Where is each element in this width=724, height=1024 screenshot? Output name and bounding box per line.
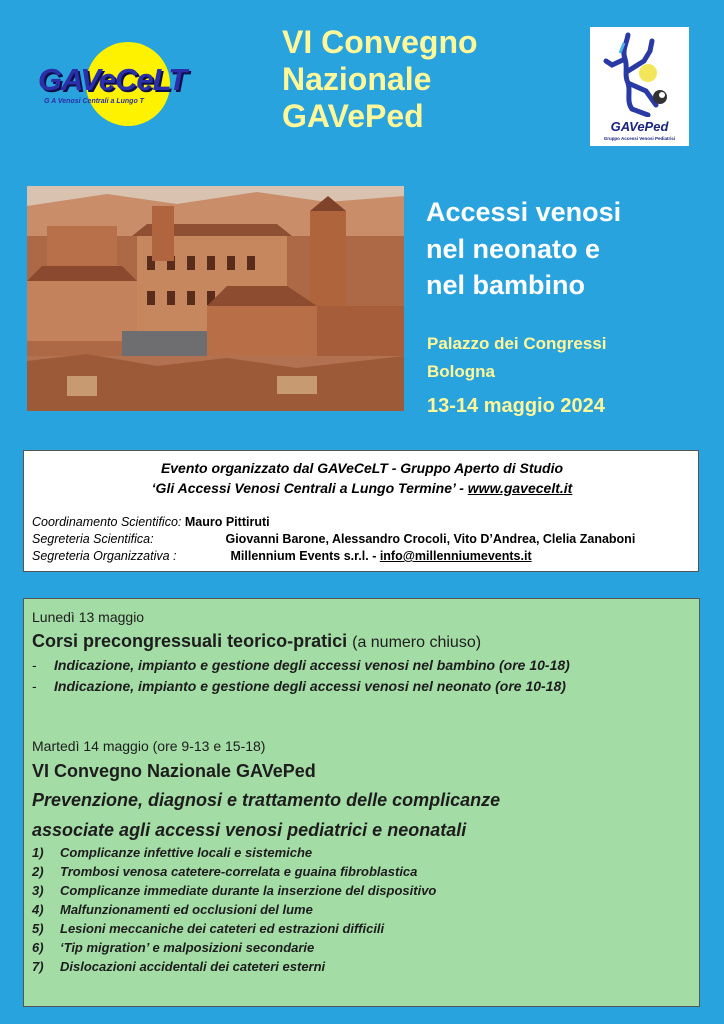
convegno-title-line: Nazionale xyxy=(282,60,432,97)
topic-item xyxy=(32,864,417,879)
topic-text: Dislocazioni accidentali dei cateteri esterni xyxy=(60,959,326,974)
convegno-title-line: VI Convegno xyxy=(282,24,478,60)
gaveped-logo-name: GAVePed xyxy=(610,119,669,134)
event-venue xyxy=(427,330,707,385)
day1-heading-note: (a numero chiuso) xyxy=(352,634,482,651)
dash-icon: - xyxy=(32,657,37,673)
convegno-title xyxy=(282,24,562,134)
day1-course-item xyxy=(32,678,566,694)
day2-heading: VI Convegno Nazionale GAVePed xyxy=(32,761,316,781)
day2-subtitle-line: associate agli accessi venosi pediatrici e neonatali xyxy=(32,820,467,840)
convegno-title-line: GAVePed xyxy=(282,97,424,134)
topic-number: 1) xyxy=(32,845,44,860)
topic-text: Lesioni meccaniche dei cateteri ed estrazioni difficili xyxy=(60,921,385,936)
topic-number: 2) xyxy=(32,864,44,879)
topic-text: Complicanze infettive locali e sistemiche xyxy=(60,845,313,860)
info-row-segreteria-organizzativa xyxy=(32,549,532,563)
gaveped-logo-tagline: Gruppo Accessi Venosi Pediatrici xyxy=(603,136,676,141)
program-box xyxy=(23,598,700,1007)
day1-heading-text: Corsi precongressuali teorico-pratici xyxy=(32,631,348,651)
topic-number: 3) xyxy=(32,883,44,898)
day1-course-text: Indicazione, impianto e gestione degli accessi venosi nel bambino (ore 10-18) xyxy=(54,657,570,673)
info-label: Segreteria Organizzativa : xyxy=(32,549,177,563)
gaveped-logo xyxy=(590,27,689,146)
event-title-line: Accessi venosi xyxy=(426,197,622,227)
info-row-segreteria-scientifica xyxy=(32,532,635,546)
info-row-coordinamento xyxy=(32,515,270,529)
topic-text: Malfunzionamenti ed occlusioni del lume xyxy=(60,902,313,917)
child-figure-icon xyxy=(598,31,681,117)
organizer-line: Evento organizzato dal GAVeCeLT - Gruppo Aperto di Studio xyxy=(160,460,564,476)
info-label: Segreteria Scientifica: xyxy=(32,532,154,546)
topic-item xyxy=(32,883,436,898)
day1-course-text: Indicazione, impianto e gestione degli accessi venosi nel neonato (ore 10-18) xyxy=(54,678,566,694)
day2-subtitle-line: Prevenzione, diagnosi e trattamento delle complicanze xyxy=(32,790,501,810)
organizer-line-2 xyxy=(24,480,700,496)
topic-text: Complicanze immediate durante la inserzione del dispositivo xyxy=(60,883,437,898)
gavecelt-logo-word: GAVeCeLT xyxy=(38,62,187,97)
event-title-line: nel neonato e xyxy=(426,233,601,264)
day1-date: Lunedì 13 maggio xyxy=(32,609,145,625)
info-label: Coordinamento Scientifico: xyxy=(32,515,182,529)
gavecelt-logo-subtext: G A Venosi Centrali a Lungo T xyxy=(44,98,144,105)
dash-icon: - xyxy=(32,678,37,694)
topic-number: 7) xyxy=(32,959,44,974)
day1-heading xyxy=(32,631,481,652)
topic-item xyxy=(32,921,384,936)
venue-city: Bologna xyxy=(427,361,495,381)
topic-item xyxy=(32,902,313,917)
info-value: Mauro Pittiruti xyxy=(184,515,270,529)
venue-name: Palazzo dei Congressi xyxy=(427,334,607,353)
topic-item xyxy=(32,959,325,974)
event-date: 13-14 maggio 2024 xyxy=(427,395,605,417)
millennium-email-link[interactable]: info@millenniumevents.it xyxy=(379,549,532,563)
topic-text: ‘Tip migration’ e malposizioni secondarie xyxy=(60,940,315,955)
topic-item xyxy=(32,845,312,860)
topic-text: Trombosi venosa catetere-correlata e guaina fibroblastica xyxy=(60,864,418,879)
event-title xyxy=(426,194,716,304)
gavecelt-logo xyxy=(38,42,228,132)
info-value: Millennium Events s.r.l. - xyxy=(230,549,380,563)
organizer-info-box xyxy=(23,450,699,572)
topic-item xyxy=(32,940,314,955)
topic-number: 4) xyxy=(32,902,44,917)
organizer-line-2-text: ‘Gli Accessi Venosi Centrali a Lungo Termine’ - xyxy=(151,480,468,496)
event-title-line: nel bambino xyxy=(426,270,586,301)
gavecelt-website-link[interactable]: www.gavecelt.it xyxy=(467,480,573,496)
info-value: Giovanni Barone, Alessandro Crocoli, Vito D’Andrea, Clelia Zanaboni xyxy=(225,532,636,546)
day2-date: Martedì 14 maggio (ore 9-13 e 15-18) xyxy=(32,738,266,754)
topic-number: 5) xyxy=(32,921,44,936)
bologna-city-photo xyxy=(27,186,404,411)
day1-course-item xyxy=(32,657,570,673)
topic-number: 6) xyxy=(32,940,44,955)
